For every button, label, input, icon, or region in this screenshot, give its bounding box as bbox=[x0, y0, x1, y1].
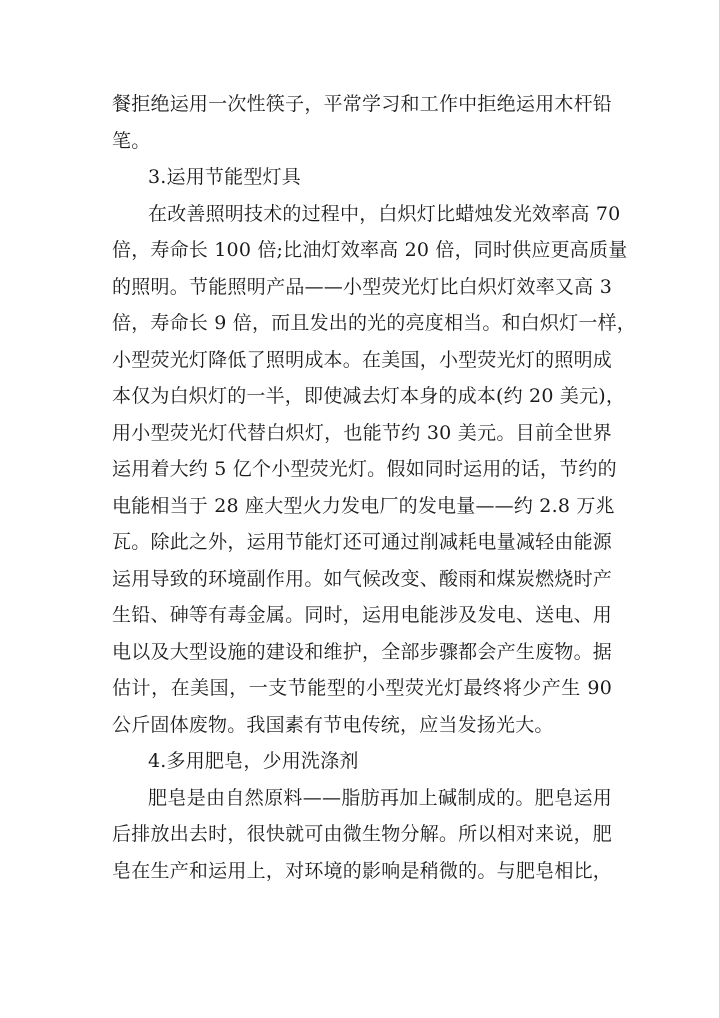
text-line: 用小型荧光灯代替白炽灯，也能节约 30 美元。目前全世界 bbox=[112, 421, 612, 444]
text-line: 在改善照明技术的过程中，白炽灯比蜡烛发光效率高 70 bbox=[148, 202, 621, 225]
text-line: 估计，在美国，一支节能型的小型荧光灯最终将少产生 90 bbox=[112, 677, 612, 699]
text-line: 的照明。节能照明产品——小型荧光灯比白炽灯效率又高 3 bbox=[112, 275, 612, 298]
text-line: 运用着大约 5 亿个小型荧光灯。假如同时运用的话，节约的 bbox=[112, 458, 617, 480]
text-line: 肥皂是由自然原料——脂肪再加上碱制成的。肥皂运用 bbox=[148, 786, 612, 809]
text-line: 本仅为白炽灯的一半，即使减去灯本身的成本(约 20 美元)， bbox=[112, 385, 626, 407]
text-line: 餐拒绝运用一次性筷子，平常学习和工作中拒绝运用木杆铅 bbox=[112, 93, 612, 115]
text-line: 瓦。除此之外，运用节能灯还可通过削减耗电量减轻由能源 bbox=[112, 531, 612, 553]
text-line: 公斤固体废物。我国素有节电传统，应当发扬光大。 bbox=[112, 713, 554, 736]
text-line: 运用导致的环境副作用。如气候改变、酸雨和煤炭燃烧时产 bbox=[112, 567, 612, 590]
text-line: 电能相当于 28 座大型火力发电厂的发电量——约 2.8 万兆 bbox=[112, 494, 615, 517]
text-line: 后排放出去时，很快就可由微生物分解。所以相对来说，肥 bbox=[112, 823, 612, 845]
text-line: 生铅、砷等有毒金属。同时，运用电能涉及发电、送电、用 bbox=[112, 604, 612, 626]
text-line: 笔。 bbox=[112, 129, 151, 152]
text-line: 小型荧光灯降低了照明成本。在美国，小型荧光灯的照明成 bbox=[112, 348, 612, 371]
section-heading: 3.运用节能型灯具 bbox=[148, 166, 301, 188]
text-line: 皂在生产和运用上，对环境的影响是稍微的。与肥皂相比， bbox=[112, 859, 612, 882]
text-line: 倍，寿命长 100 倍;比油灯效率高 20 倍，同时供应更高质量 bbox=[112, 239, 628, 261]
document-body bbox=[112, 86, 636, 889]
text-line: 倍，寿命长 9 倍，而且发出的光的亮度相当。和白炽灯一样， bbox=[112, 312, 636, 334]
text-line: 电以及大型设施的建设和维护，全部步骤都会产生废物。据 bbox=[112, 640, 612, 663]
section-heading: 4.多用肥皂，少用洗涤剂 bbox=[148, 750, 359, 772]
